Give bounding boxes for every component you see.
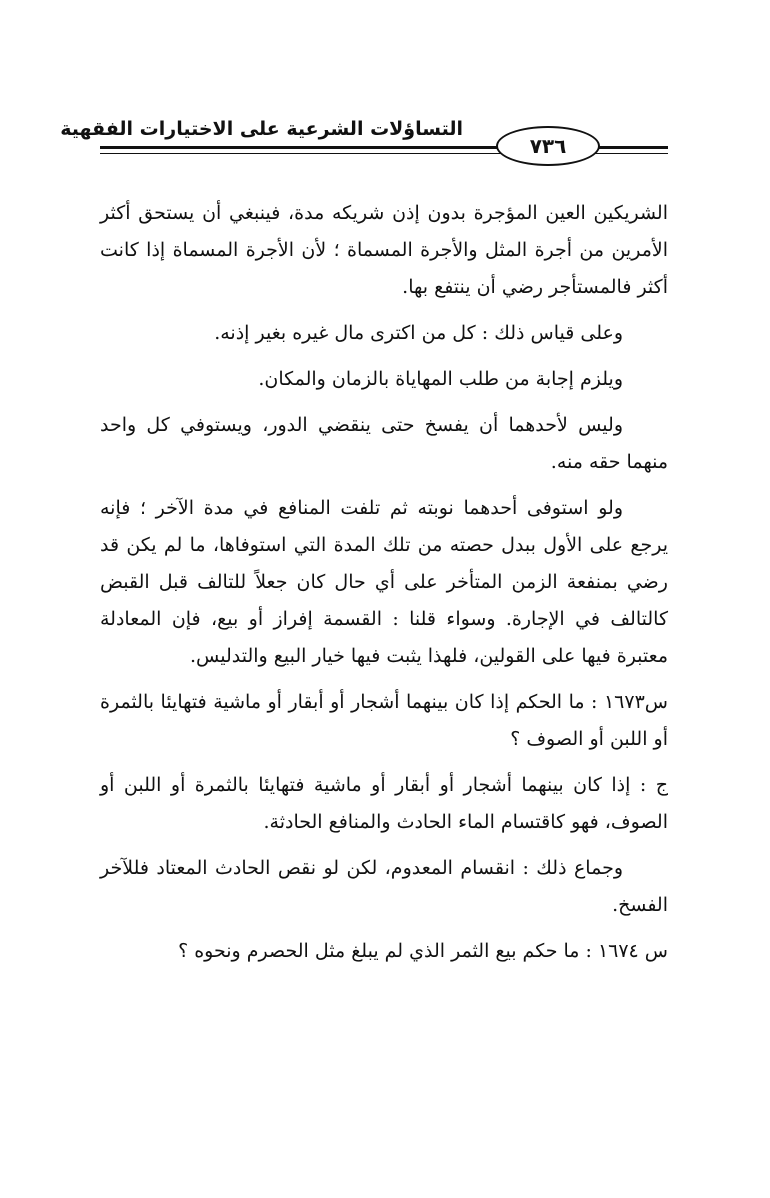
paragraph: ولو استوفى أحدهما نوبته ثم تلفت المنافع في مدة الآخر ؛ فإنه يرجع على الأول ببدل حصته من تلك المدة التي استوفاها، ما لم يكن قد رضي بمنفعة الزمن المتأخر على أي حال كان جعلاً للتالف قبل القبض كالتالف في الإجارة. وسواء قلنا : القسمة إفراز أو بيع، فإن المعادلة معتبرة فيها على القولين، فلهذا يثبت فيها خيار البيع والتدليس. — [100, 497, 668, 667]
paragraph: وعلى قياس ذلك : كل من اكترى مال غيره بغير إذنه. — [214, 322, 623, 344]
answer-1673: ج : إذا كان بينهما أشجار أو أبقار أو ماشية فتهايئا بالثمرة أو اللبن أو الصوف، فهو كاقتسام الماء الحادث والمنافع الحادثة. — [100, 774, 668, 833]
paragraph: ويلزم إجابة من طلب المهاياة بالزمان والمكان. — [258, 368, 623, 390]
book-title: التساؤلات الشرعية على الاختيارات الفقهية — [60, 118, 463, 140]
question-1673: س١٦٧٣ : ما الحكم إذا كان بينهما أشجار أو أبقار أو ماشية فتهايئا بالثمرة أو اللبن أو الصوف ؟ — [100, 691, 668, 750]
paragraph-continuation: الشريكين العين المؤجرة بدون إذن شريكه مدة، فينبغي أن يستحق أكثر الأمرين من أجرة المثل والأجرة المسماة ؛ لأن الأجرة المسماة إذا كانت أكثر فالمستأجر رضي أن ينتفع بها. — [100, 202, 668, 298]
page-number-badge — [496, 126, 600, 166]
page-body — [100, 195, 668, 979]
question-1674: س ١٦٧٤ : ما حكم بيع الثمر الذي لم يبلغ مثل الحصرم ونحوه ؟ — [178, 940, 668, 962]
paragraph: وليس لأحدهما أن يفسخ حتى ينقضي الدور، ويستوفي كل واحد منهما حقه منه. — [100, 414, 668, 473]
running-header — [60, 112, 668, 162]
page-number: ٧٣٦ — [529, 134, 567, 158]
paragraph: وجماع ذلك : انقسام المعدوم، لكن لو نقص الحادث المعتاد فللآخر الفسخ. — [100, 857, 668, 916]
